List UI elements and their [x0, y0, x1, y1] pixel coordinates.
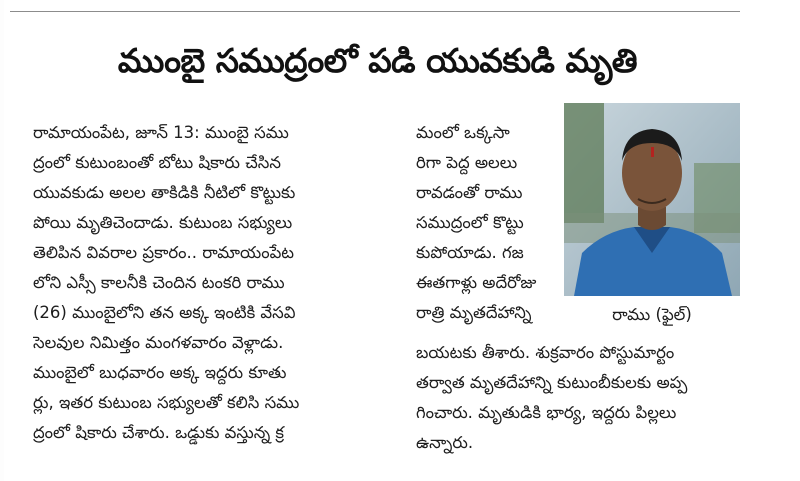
top-divider	[10, 11, 740, 12]
photo-caption: రాము (ఫైల్)	[612, 305, 692, 324]
text-line: రావడంతో రాము	[416, 183, 523, 202]
text-line: ఉన్నారు.	[416, 433, 474, 452]
text-line: తెలిపిన వివరాల ప్రకారం.. రామాయంపేట	[33, 243, 295, 262]
text-line: లోని ఎస్సీ కాలనీకి చెందిన టంకరి రాము	[33, 273, 285, 292]
article-column-left	[33, 118, 393, 448]
text-line: తర్వాత మృతదేహాన్ని కుటుంబీకులకు అప్ప	[416, 373, 688, 392]
text-line: (26) ముంబైలోని తన అక్క ఇంటికి వేసవి	[33, 303, 296, 322]
text-line: ద్రంలో కుటుంబంతో బోటు షికారు చేసిన	[33, 153, 281, 172]
text-line: రాత్రి మృతదేహాన్ని	[416, 303, 532, 322]
text-line: సముద్రంలో కొట్టు	[416, 213, 524, 232]
portrait-photo	[564, 103, 740, 296]
text-line: ద్రంలో షికారు చేశారు. ఒడ్డుకు వస్తున్న క్ర	[33, 423, 285, 442]
text-line: కుపోయాడు. గజ	[416, 243, 524, 262]
text-line: గించారు. మృతుడికి భార్య, ఇద్దరు పిల్లలు	[416, 403, 677, 422]
text-line: ముంబైలో బుధవారం అక్క ఇద్దరు కూతు	[33, 363, 287, 382]
article-headline: ముంబై సముద్రంలో పడి యువకుడి మృతి	[117, 41, 638, 80]
text-line: మంలో ఒక్కసా	[416, 123, 510, 142]
article-column-right	[416, 338, 746, 458]
text-line: పోయి మృతిచెందాడు. కుటుంబ సభ్యులు	[33, 213, 293, 232]
text-line: ఈతగాళ్లు అదేరోజు	[416, 273, 537, 292]
page-edge	[0, 0, 4, 481]
article-column-middle	[416, 118, 558, 328]
portrait-illustration	[564, 103, 740, 296]
text-line: యువకుడు అలల తాకిడికి నీటిలో కొట్టుకు	[33, 183, 296, 202]
text-line: రామాయంపేట, జూన్ 13: ముంబై సము	[33, 123, 289, 142]
text-line: రిగా పెద్ద అలలు	[416, 153, 518, 172]
text-line: సెలవుల నిమిత్తం మంగళవారం వెళ్లాడు.	[33, 333, 284, 352]
text-line: ర్లు, ఇతర కుటుంబ సభ్యులతో కలిసి సము	[33, 393, 300, 412]
text-line: బయటకు తీశారు. శుక్రవారం పోస్టుమార్టం	[416, 343, 675, 362]
